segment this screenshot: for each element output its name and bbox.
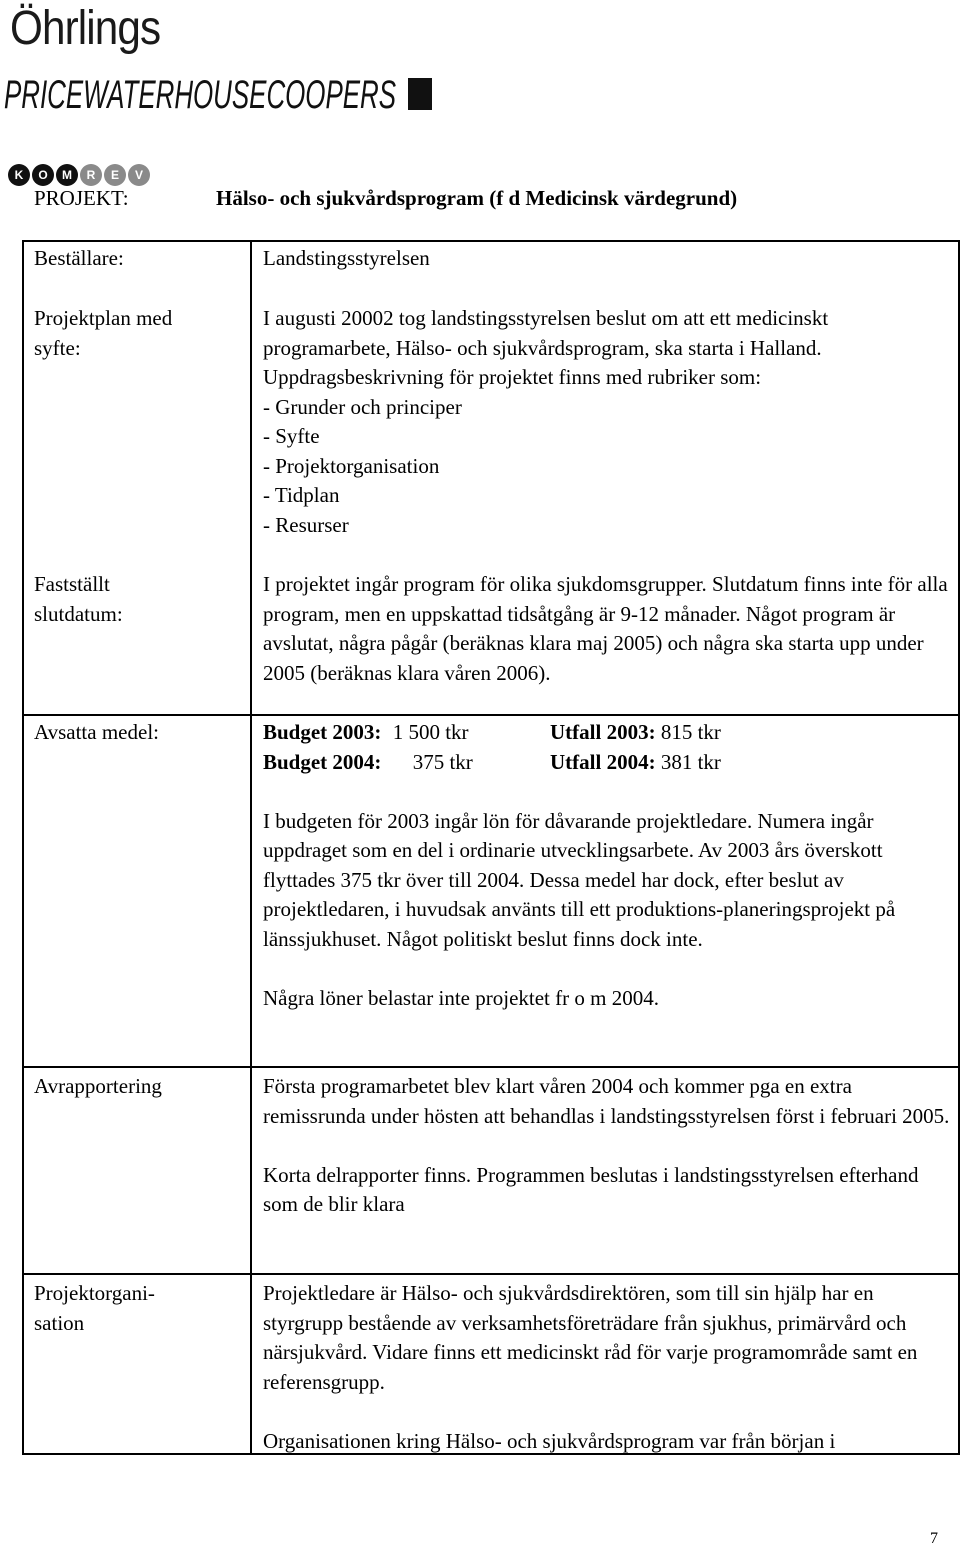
avrapportering-paragraph: Första programarbetet blev klart våren 2004 och kommer pga en extra remissrunda under hösten att behandlas i landstingsstyrelsen först i februari 2005.: [263, 1074, 950, 1128]
budget-label: Budget 2003:: [263, 720, 382, 744]
komrev-letter: K: [8, 164, 30, 186]
pwc-logo-text: PRICEWATERHOUSECOOPERS: [4, 73, 397, 117]
projektplan-line: - Grunder och principer: [263, 394, 462, 419]
outcome-value: 381 tkr: [660, 749, 721, 774]
avrapportering-paragraph: Korta delrapporter finns. Programmen beslutas i landstingsstyrelsen efterhand som de blir klara: [263, 1162, 919, 1216]
bestallare-value: Landstingsstyrelsen: [263, 246, 430, 270]
avrapportering-label: Avrapportering: [34, 1074, 162, 1098]
projektplan-label: Projektplan med syfte:: [34, 306, 173, 360]
komrev-letter: V: [128, 164, 150, 186]
budget-value: 375 tkr: [412, 749, 473, 774]
projektorganisation-paragraph: Projektledare är Hälso- och sjukvårdsdirektören, som till sin hjälp har en styrgrupp bestående av verksamhetsföreträdare från sjukhus, primärvård och närsjukvård. Vidare finns ett medicinskt råd för varje programområde samt en referensgrupp.: [263, 1281, 918, 1394]
outcome-label: Utfall 2003:: [550, 720, 656, 744]
projektplan-line: - Syfte: [263, 424, 320, 448]
page-number: 7: [930, 1530, 938, 1547]
faststallt-label: Fastställt slutdatum:: [34, 572, 123, 626]
avsatta-paragraph: Några löner belastar inte projektet fr o m 2004.: [263, 985, 659, 1010]
faststallt-text: I projektet ingår program för olika sjukdomsgrupper. Slutdatum finns inte för alla program, men en uppskattad tidsåtgång är 9-12 månader. Något program är avslutat, några pågår (beräknas klara maj 2005) och några ska starta upp under 2005 (beräknas klara våren 2006).: [263, 572, 948, 685]
budget-line-2004: [263, 748, 953, 778]
avsatta-label: Avsatta medel:: [34, 720, 159, 744]
avsatta-content: [263, 718, 953, 1013]
ohrlings-logo: Öhrlings: [10, 2, 161, 55]
projektorganisation-label: Projektorgani-sation: [34, 1281, 155, 1335]
projektorganisation-content: [263, 1279, 953, 1456]
projektplan-line: I augusti 20002 tog landstingsstyrelsen beslut om att ett medicinskt: [263, 306, 829, 330]
projektplan-content: [263, 304, 953, 540]
avsatta-paragraph: I budgeten för 2003 ingår lön för dåvarande projektledare. Numera ingår uppdraget som en del i ordinarie utvecklingsarbete. Av 2003 års överskott flyttades 375 tkr över till 2004. Dessa medel har dock, efter beslut av projektledaren, i huvudsak använts till ett produktions-planeringsprojekt på länssjukhuset. Något politiskt beslut finns dock inte.: [263, 808, 896, 951]
pricewaterhousecoopers-logo: [4, 66, 432, 126]
projektplan-line: programarbete, Hälso- och sjukvårdsprogram, ska starta i Halland.: [263, 335, 822, 360]
komrev-letter: M: [56, 164, 78, 186]
projektplan-line: - Projektorganisation: [263, 453, 440, 478]
projektorganisation-paragraph: Organisationen kring Hälso- och sjukvårdsprogram var från början i: [263, 1428, 836, 1453]
projektplan-line: - Tidplan: [263, 483, 340, 507]
outcome-value: 815 tkr: [660, 720, 721, 744]
bestallare-label: Beställare:: [34, 246, 124, 270]
table-row-divider: [22, 1273, 960, 1275]
budget-label: Budget 2004:: [263, 749, 382, 774]
project-label: PROJEKT:: [34, 186, 129, 210]
budget-line-2003: [263, 718, 953, 748]
avrapportering-content: [263, 1072, 953, 1220]
project-title: Hälso- och sjukvårdsprogram (f d Medicinsk värdegrund): [216, 186, 738, 210]
outcome-label: Utfall 2004:: [550, 749, 656, 774]
projektplan-line: Uppdragsbeskrivning för projektet finns med rubriker som:: [263, 365, 762, 389]
budget-value: 1 500 tkr: [392, 720, 469, 744]
table-row-divider: [22, 1066, 960, 1068]
table-row-divider: [22, 714, 960, 716]
projektplan-line: - Resurser: [263, 512, 349, 537]
komrev-letter: O: [32, 164, 54, 186]
komrev-logo: [8, 164, 150, 186]
komrev-letter: E: [104, 164, 126, 186]
komrev-letter: R: [80, 164, 102, 186]
table-top-border: [22, 240, 960, 242]
